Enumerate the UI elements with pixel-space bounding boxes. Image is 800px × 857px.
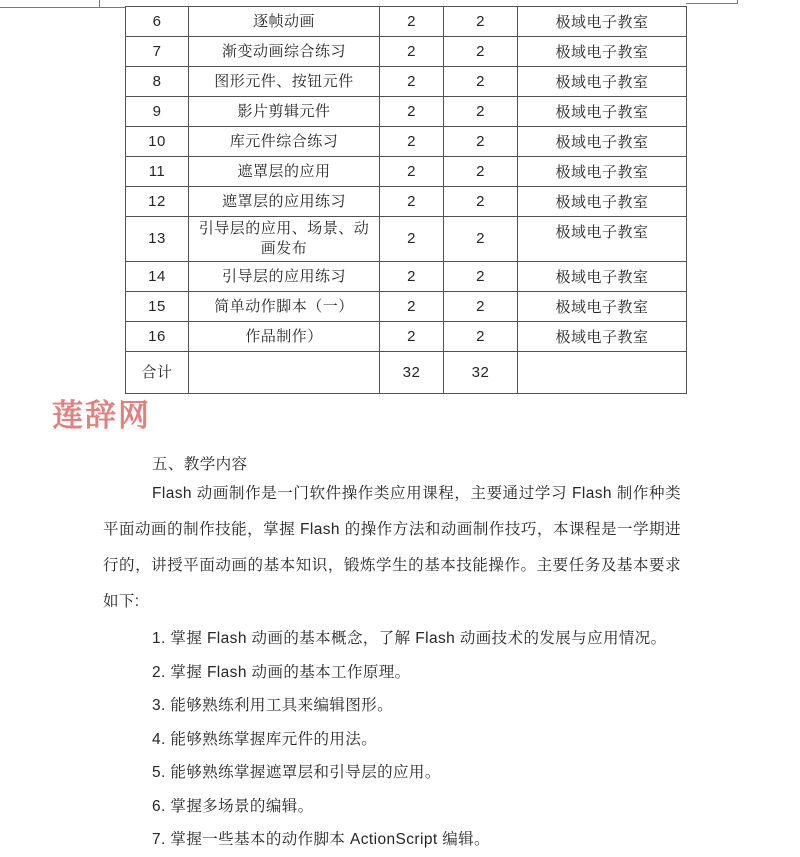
hours2-cell: 2: [444, 127, 518, 157]
room-cell: 极域电子教室: [518, 127, 687, 157]
requirements-list: [103, 622, 681, 857]
table-row: [126, 37, 687, 67]
topic-cell: 作品制作）: [189, 322, 380, 352]
top-right-border-artifact: [686, 3, 738, 4]
table-row: [126, 157, 687, 187]
teaching-content-section: [103, 454, 681, 857]
room-cell: 极域电子教室: [518, 187, 687, 217]
hours1-cell: 2: [380, 127, 444, 157]
top-right-stub-artifact: [737, 0, 738, 4]
hours2-cell: 2: [444, 262, 518, 292]
topic-cell: 逐帧动画: [189, 7, 380, 37]
room-cell: 极域电子教室: [518, 322, 687, 352]
hours1-cell: 2: [380, 7, 444, 37]
top-left-stub-artifact: [99, 0, 100, 8]
table-row: [126, 97, 687, 127]
section-heading: 五、教学内容: [152, 456, 248, 473]
room-cell: 极域电子教室: [518, 67, 687, 97]
hours1-cell: 2: [380, 37, 444, 67]
table-row: [126, 262, 687, 292]
total-hours2-cell: 32: [444, 352, 518, 394]
topic-cell: 遮罩层的应用: [189, 157, 380, 187]
topic-cell: 简单动作脚本（一）: [189, 292, 380, 322]
total-row: [126, 352, 687, 394]
row-number-cell: 6: [126, 7, 189, 37]
topic-cell: 渐变动画综合练习: [189, 37, 380, 67]
room-cell: 极域电子教室: [518, 217, 687, 262]
table-row: [126, 292, 687, 322]
hours2-cell: 2: [444, 7, 518, 37]
row-number-cell: 12: [126, 187, 189, 217]
row-number-cell: 16: [126, 322, 189, 352]
topic-cell: 引导层的应用、场景、动画发布: [189, 217, 380, 262]
hours1-cell: 2: [380, 67, 444, 97]
row-number-cell: 15: [126, 292, 189, 322]
room-cell: 极域电子教室: [518, 7, 687, 37]
hours1-cell: 2: [380, 97, 444, 127]
requirement-item: 3. 能够熟练利用工具来编辑图形。: [152, 697, 394, 714]
hours2-cell: 2: [444, 217, 518, 262]
hours1-cell: 2: [380, 157, 444, 187]
row-number-cell: 10: [126, 127, 189, 157]
topic-cell: 影片剪辑元件: [189, 97, 380, 127]
requirement-item: 5. 能够熟练掌握遮罩层和引导层的应用。: [152, 764, 441, 781]
schedule-table-body: [126, 7, 687, 394]
hours2-cell: 2: [444, 157, 518, 187]
hours2-cell: 2: [444, 187, 518, 217]
room-cell: 极域电子教室: [518, 97, 687, 127]
watermark-stamp: 莲辞网: [52, 398, 151, 433]
topic-cell: 遮罩层的应用练习: [189, 187, 380, 217]
hours2-cell: 2: [444, 67, 518, 97]
section-paragraph: Flash 动画制作是一门软件操作类应用课程，主要通过学习 Flash 制作种类平面动画的制作技能，掌握 Flash 的操作方法和动画制作技巧，本课程是一学期进行的，讲授平面动画的基本知识，锻炼学生的基本技能操作。主要任务及基本要求如下:: [103, 485, 681, 610]
hours1-cell: 2: [380, 292, 444, 322]
row-number-cell: 13: [126, 217, 189, 262]
row-number-cell: 8: [126, 67, 189, 97]
total-room-cell: [518, 352, 687, 394]
total-hours1-cell: 32: [380, 352, 444, 394]
room-cell: 极域电子教室: [518, 157, 687, 187]
hours1-cell: 2: [380, 322, 444, 352]
requirement-item: 2. 掌握 Flash 动画的基本工作原理。: [152, 663, 411, 681]
hours1-cell: 2: [380, 217, 444, 262]
table-row: [126, 187, 687, 217]
requirement-item: 7. 掌握一些基本的动作脚本 ActionScript 编辑。: [152, 831, 490, 848]
table-row: [126, 127, 687, 157]
hours2-cell: 2: [444, 37, 518, 67]
requirement-item: 6. 掌握多场景的编辑。: [152, 797, 314, 815]
room-cell: 极域电子教室: [518, 262, 687, 292]
row-number-cell: 7: [126, 37, 189, 67]
room-cell: 极域电子教室: [518, 292, 687, 322]
course-schedule-table: [125, 6, 687, 394]
topic-cell: 库元件综合练习: [189, 127, 380, 157]
topic-cell: 图形元件、按钮元件: [189, 67, 380, 97]
total-title-cell: [189, 352, 380, 394]
requirement-item: 1. 掌握 Flash 动画的基本概念，了解 Flash 动画技术的发展与应用情况。: [152, 630, 667, 647]
hours2-cell: 2: [444, 97, 518, 127]
hours1-cell: 2: [380, 187, 444, 217]
requirement-item: 4. 能够熟练掌握库元件的用法。: [152, 730, 378, 748]
row-number-cell: 11: [126, 157, 189, 187]
hours2-cell: 2: [444, 292, 518, 322]
topic-cell: 引导层的应用练习: [189, 262, 380, 292]
table-row: [126, 67, 687, 97]
table-row: [126, 217, 687, 262]
table-row: [126, 7, 687, 37]
top-left-border-artifact: [0, 7, 126, 8]
table-row: [126, 322, 687, 352]
row-number-cell: 9: [126, 97, 189, 127]
room-cell: 极域电子教室: [518, 37, 687, 67]
total-label-cell: 合计: [126, 352, 189, 394]
row-number-cell: 14: [126, 262, 189, 292]
hours2-cell: 2: [444, 322, 518, 352]
hours1-cell: 2: [380, 262, 444, 292]
